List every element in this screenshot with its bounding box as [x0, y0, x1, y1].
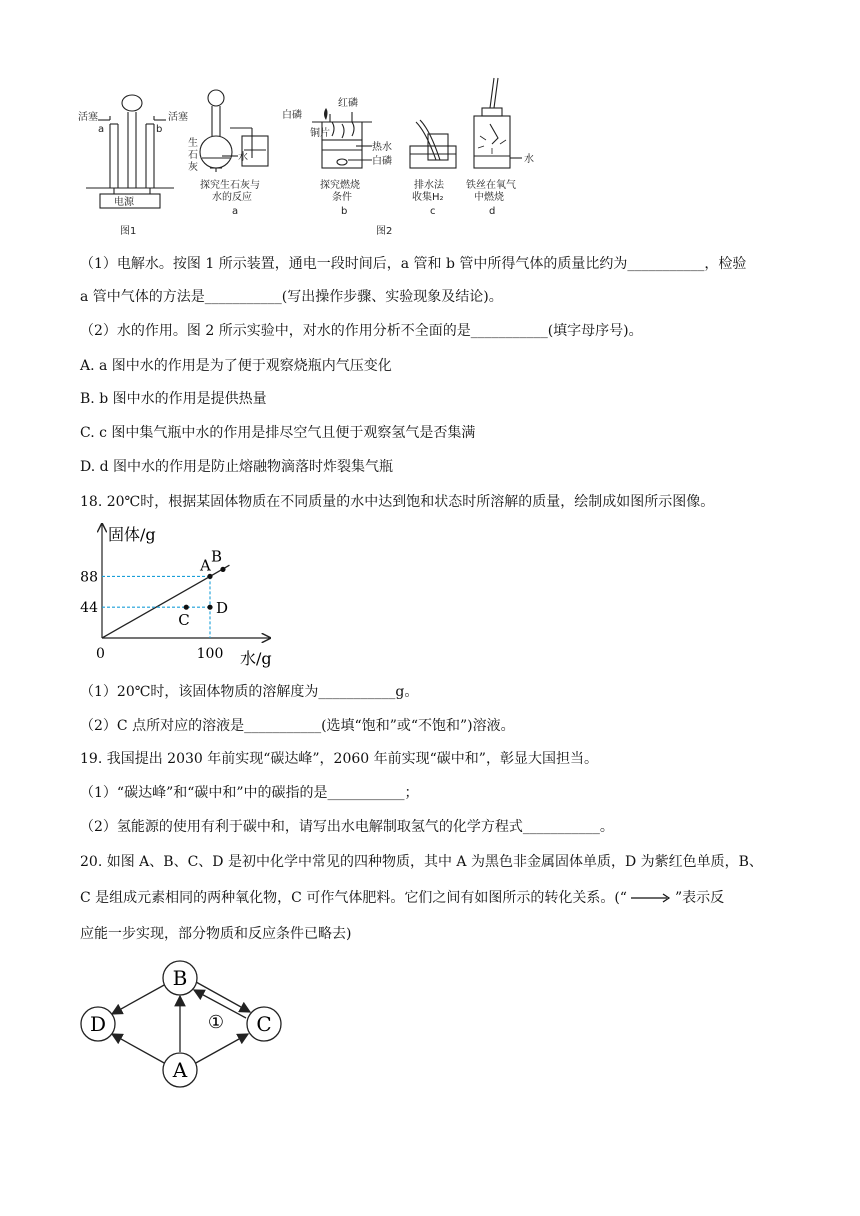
q19-2: （2）氢能源的使用有利于碳中和，请写出水电解制取氢气的化学方程式___________。 [80, 819, 614, 835]
fig2d-caption-1: 铁丝在氧气 [466, 180, 516, 191]
chart-point-b [220, 567, 225, 572]
fig2b-copper-label: 铜片 [310, 128, 330, 139]
fig2a-side-label-1: 生 [188, 138, 198, 149]
fig2b-white-p2-label: 白磷 [372, 156, 392, 167]
node-c-label: C [256, 1012, 272, 1036]
fig2a-letter: a [232, 206, 239, 217]
fig2b-letter: b [341, 206, 348, 217]
fig2d-caption-2: 中燃烧 [474, 192, 504, 203]
fig1-power-label: 电源 [114, 197, 134, 208]
option-b: B. b 图中水的作用是提供热量 [80, 391, 267, 407]
transformation-diagram [76, 960, 288, 1088]
edge-b-to-d [112, 984, 166, 1014]
fig1-right-valve-label: 活塞 [168, 112, 188, 123]
fig2d-letter: d [489, 206, 496, 217]
fig2a-side-label-2: 石 [188, 150, 198, 161]
chart-point-label-b: B [210, 547, 222, 566]
solubility-chart [74, 518, 284, 670]
q18-stem: 18. 20℃时，根据某固体物质在不同质量的水中达到饱和状态时所溶解的质量，绘制成如图所示图像。 [80, 494, 715, 510]
option-a: A. a 图中水的作用是为了便于观察烧瓶内气压变化 [80, 358, 392, 374]
chart-x-tick-label: 100 [196, 646, 224, 662]
fig2c-caption-1: 排水法 [414, 180, 444, 191]
fig2b-white-p-label: 白磷 [282, 110, 302, 121]
q20-line2-part-a: C 是组成元素相同的两种氧化物，C 可作气体肥料。它们之间有如图所示的转化关系。(“ [80, 890, 627, 906]
chart-y-label: 固体/g [108, 525, 156, 544]
fig2a-caption-1: 探究生石灰与 [200, 180, 260, 191]
fig2d-water-label: 水 [524, 154, 534, 165]
chart-y-tick-label: 88 [80, 569, 98, 586]
q17-2: （2）水的作用。图 2 所示实验中，对水的作用分析不全面的是___________(填字母序号)。 [80, 323, 643, 339]
edge-b-to-c [196, 982, 250, 1012]
apparatus-figures [76, 76, 536, 242]
q19-stem: 19. 我国提出 2030 年前实现“碳达峰”，2060 年前实现“碳中和”，彰显大国担当。 [80, 751, 598, 767]
node-d-label: D [89, 1012, 107, 1036]
edge-a-to-d [112, 1034, 166, 1064]
chart-y-tick-label: 44 [80, 600, 98, 617]
node-a-label: A [172, 1058, 188, 1082]
chart-point-label-d: D [216, 599, 229, 618]
fig2c-caption-2: 收集H₂ [412, 192, 444, 203]
q20-line2-part-b: ”表示反 [674, 890, 725, 906]
q17-1-line1: （1）电解水。按图 1 所示装置，通电一段时间后，a 管和 b 管中所得气体的质量比约为___________，检验 [80, 256, 747, 272]
chart-point-a [207, 574, 212, 579]
fig2b-caption-1: 探究燃烧 [320, 180, 360, 191]
chart-point-d [207, 605, 212, 610]
arrow-symbol-icon [627, 892, 675, 904]
fig2a-water-label: 水 [238, 152, 248, 163]
fig2b-caption-2: 条件 [332, 192, 352, 203]
q20-line1: 20. 如图 A、B、C、D 是初中化学中常见的四种物质，其中 A 为黑色非金属固体单质，D 为紫红色单质，B、 [80, 854, 763, 870]
q19-1: （1）“碳达峰”和“碳中和”中的碳指的是___________； [80, 785, 419, 801]
edge-a-to-c [194, 1034, 248, 1064]
fig1-label: 图1 [120, 226, 137, 237]
fig2a-caption-2: 水的反应 [212, 192, 252, 203]
fig1-tube-a-label: a [98, 124, 105, 135]
q17-1-line2: a 管中气体的方法是___________(写出操作步骤、实验现象及结论)。 [80, 289, 503, 305]
option-d: D. d 图中水的作用是防止熔融物滴落时炸裂集气瓶 [80, 459, 394, 475]
q18-2: （2）C 点所对应的溶液是___________(选填“饱和”或“不饱和”)溶液。 [80, 718, 515, 734]
q18-1: （1）20℃时，该固体物质的溶解度为___________g。 [80, 684, 419, 700]
chart-point-c [184, 605, 189, 610]
fig2b-red-p-label: 红磷 [338, 98, 358, 109]
reaction-1-label: ① [207, 1012, 225, 1033]
chart-origin-label: 0 [96, 646, 105, 662]
fig2-label: 图2 [376, 226, 393, 237]
q20-line2 [80, 888, 724, 908]
q20-line3: 应能一步实现，部分物质和反应条件已略去) [80, 926, 352, 942]
fig2b-hot-water-label: 热水 [372, 142, 392, 153]
chart-point-label-c: C [178, 611, 190, 630]
option-c: C. c 图中集气瓶中水的作用是排尽空气且便于观察氢气是否集满 [80, 425, 476, 441]
fig2c-letter: c [430, 206, 436, 217]
fig1-left-valve-label: 活塞 [78, 112, 98, 123]
chart-x-label: 水/g [240, 649, 272, 668]
node-b-label: B [172, 966, 188, 990]
fig1-tube-b-label: b [156, 124, 163, 135]
chart-point-label-a: A [200, 556, 211, 575]
fig2a-side-label-3: 灰 [188, 162, 198, 173]
